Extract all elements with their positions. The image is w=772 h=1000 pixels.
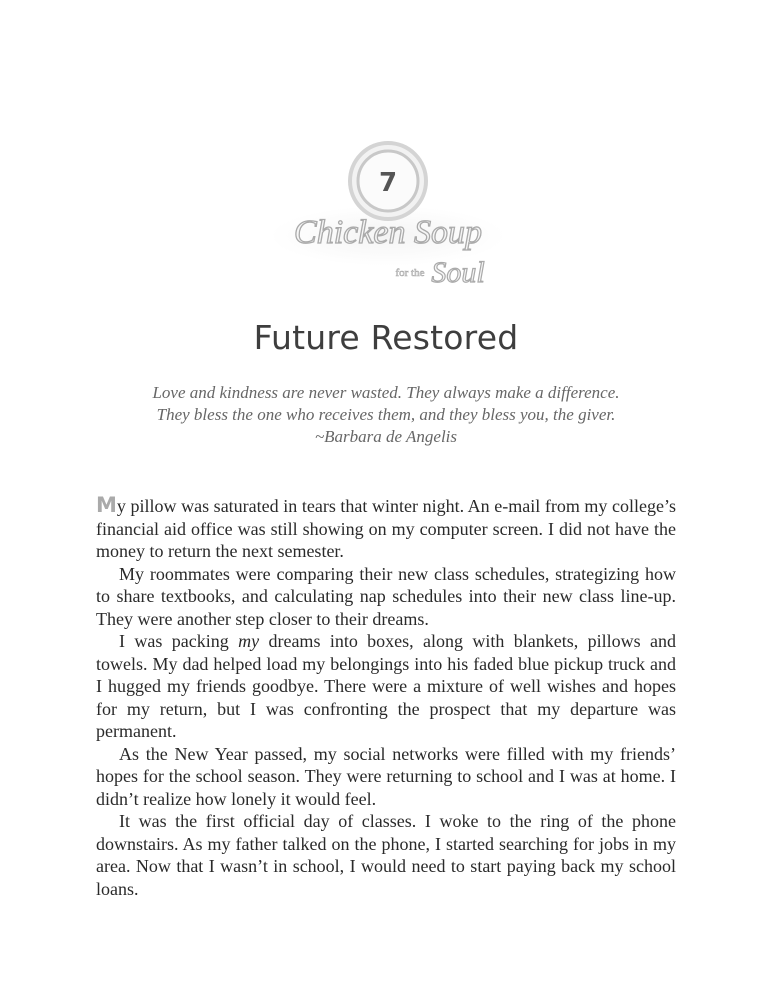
paragraph: My roommates were comparing their new class schedules, strategizing how to share textbooks, and calculating nap schedules into their new class line-up. They were another step closer to their dreams. (96, 563, 676, 629)
logo-brand-small: for the (395, 267, 425, 279)
paragraph-text: dreams into boxes, along with blankets, pillows and towels. My dad helped load my belongings into his faded blue pickup truck and I hugged my friends goodbye. There were a mixture of well wishes and hopes for my return, but I was confronting the prospect that my departure was permanent. (96, 631, 677, 741)
logo-brand-line1: Chicken Soup (294, 214, 482, 251)
paragraph-text: y pillow was saturated in tears that winter night. An e-mail from my college’s financial aid office was still showing on my computer screen. I did not have the money to return the next semester. (96, 496, 676, 561)
epigraph-attribution: ~Barbara de Angelis (314, 427, 458, 446)
emphasis-text: my (238, 631, 260, 651)
epigraph (100, 382, 672, 448)
paragraph (96, 494, 676, 563)
epigraph-line: They bless the one who receives them, and they bless you, the giver. (156, 405, 616, 424)
epigraph-line: Love and kindness are never wasted. They always make a difference. (152, 383, 620, 402)
paragraph: It was the first official day of classes. I woke to the ring of the phone downstairs. As my father talked on the phone, I started searching for jobs in my area. Now that I wasn’t in school, I would need to start paying back my school loans. (96, 811, 676, 899)
logo-brand-line2: Soul (431, 256, 485, 289)
chapter-number: 7 (378, 168, 398, 198)
page-title: Future Restored (253, 318, 519, 357)
story-body (96, 494, 676, 900)
chicken-soup-logo (268, 136, 508, 292)
paragraph (96, 630, 676, 743)
paragraph: As the New Year passed, my social networks were filled with my friends’ hopes for the school season. They were returning to school and I was at home. I didn’t realize how lonely it would feel. (96, 743, 676, 809)
drop-cap: M (96, 493, 117, 517)
paragraph-text: I was packing (119, 631, 239, 651)
